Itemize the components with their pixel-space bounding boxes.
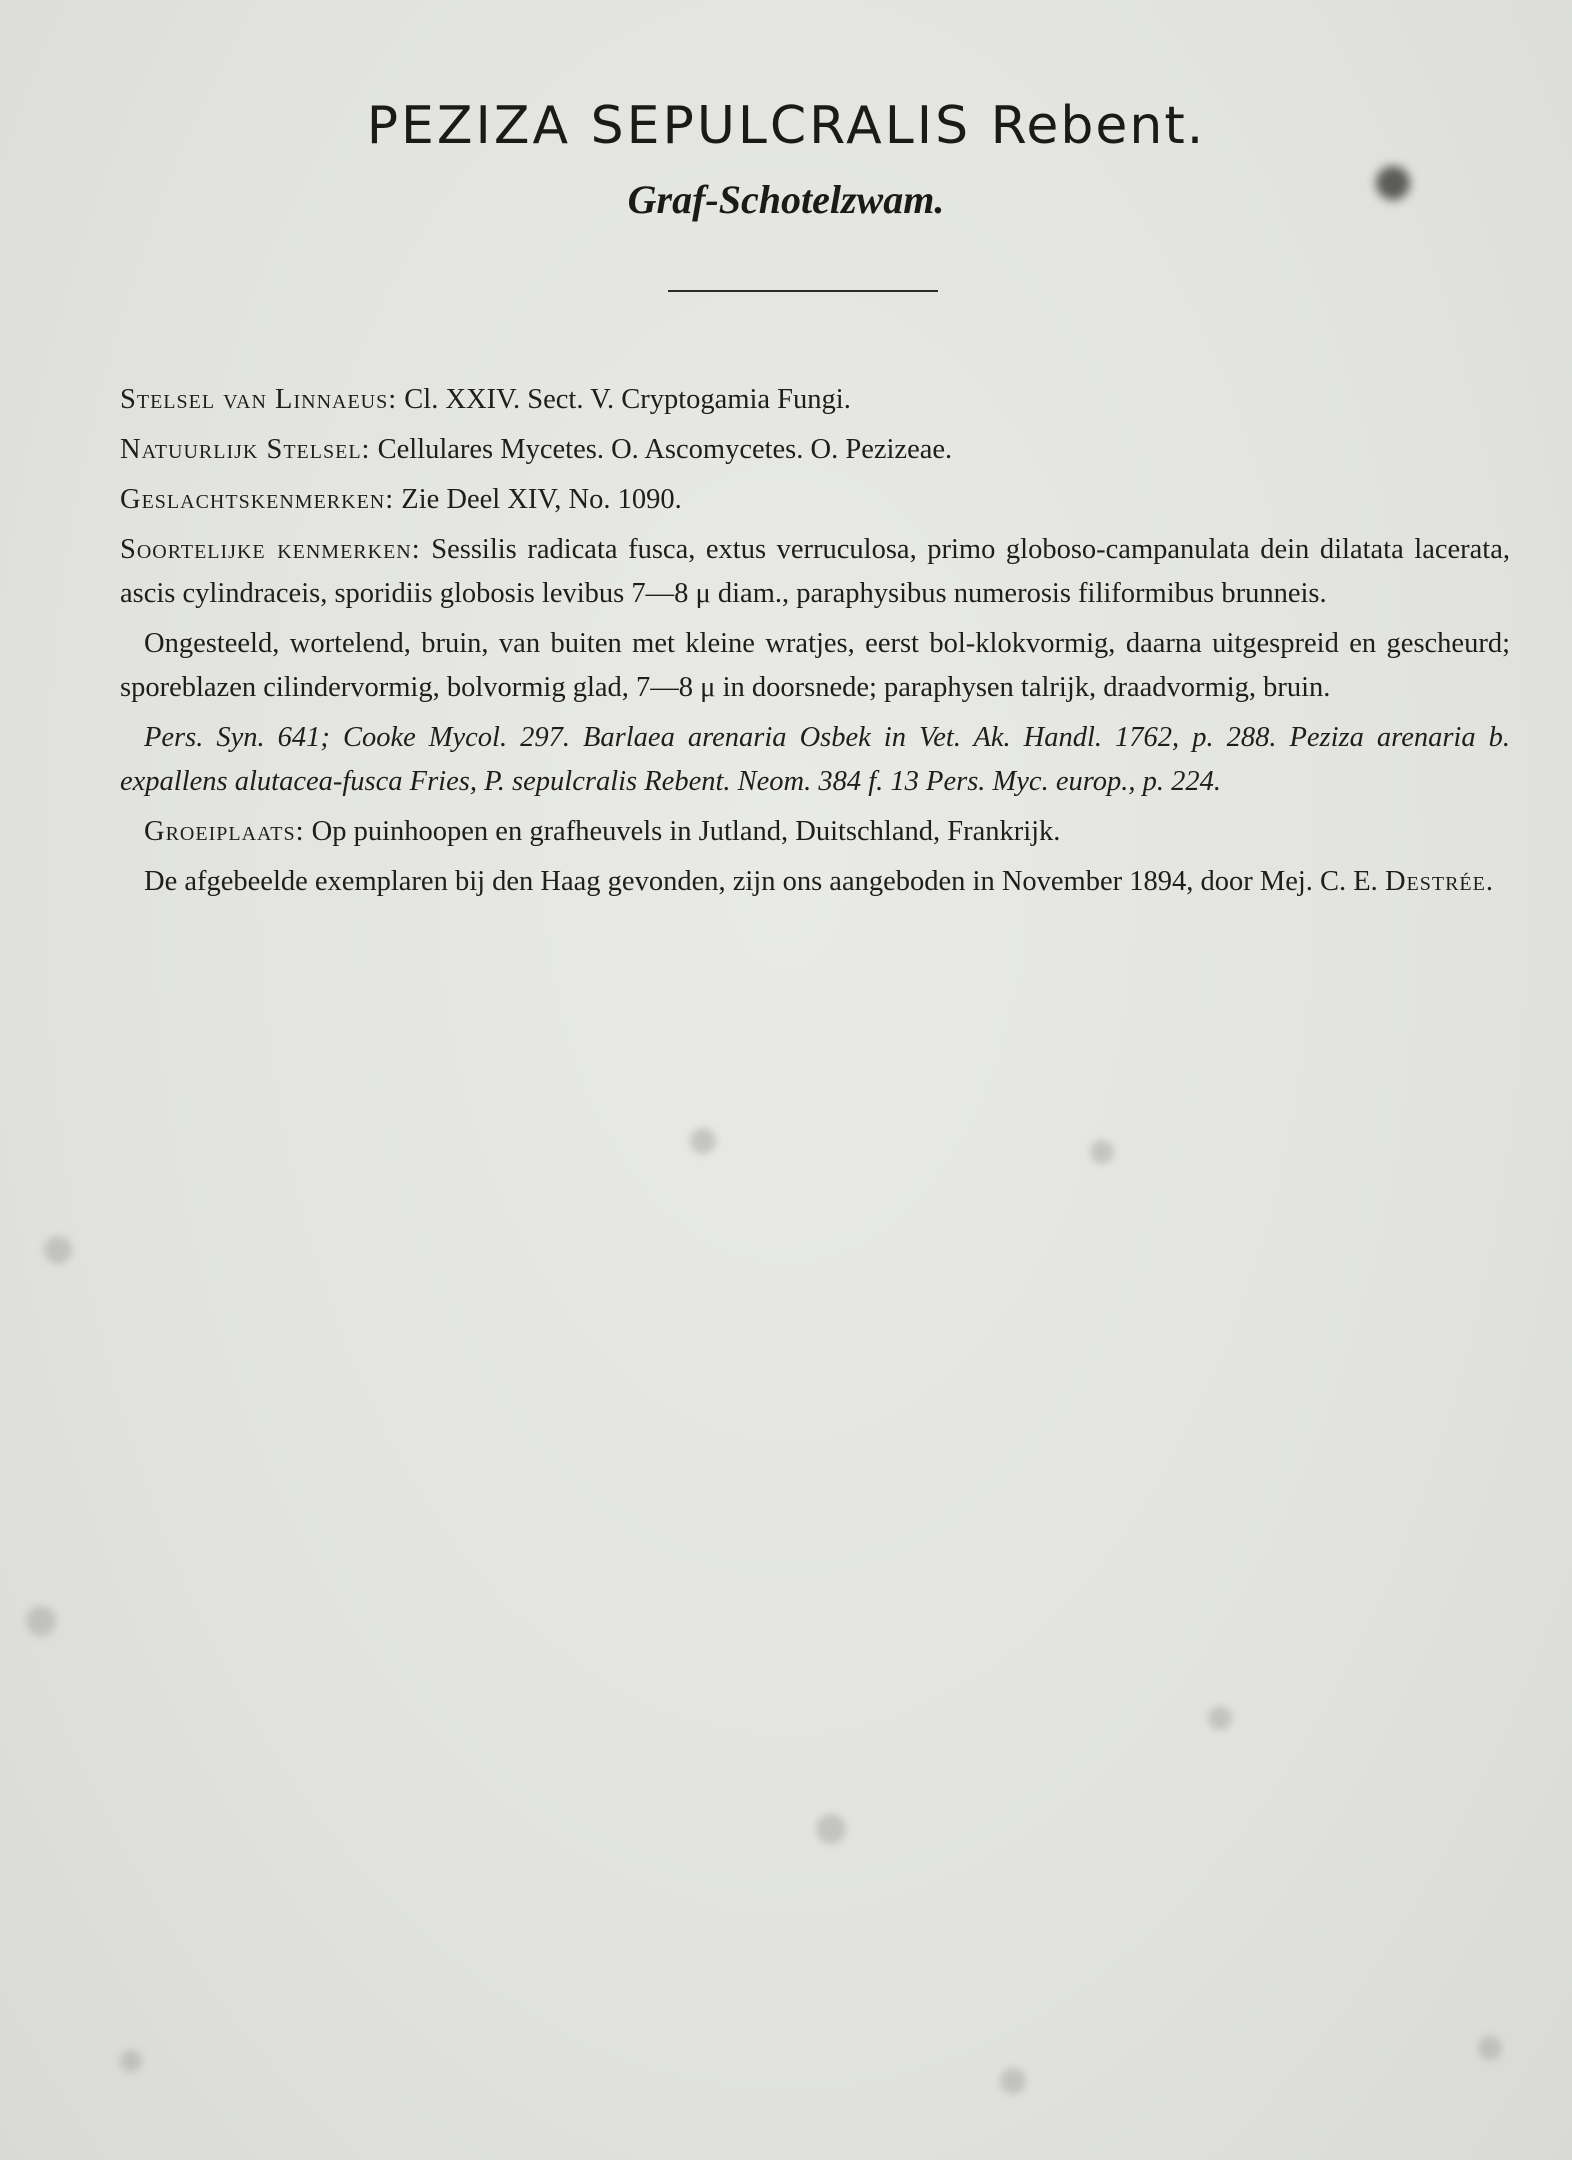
note-name: Destrée. bbox=[1384, 866, 1494, 897]
genus-entry bbox=[120, 478, 1510, 522]
species-entry bbox=[120, 528, 1510, 616]
paper-spot bbox=[1000, 2068, 1026, 2094]
paper-spot bbox=[1208, 1706, 1232, 1730]
habitat-text: Op puinhoopen en grafheuvels in Jutland, Duitschland, Frankrijk. bbox=[311, 816, 1061, 847]
title-divider bbox=[668, 290, 938, 292]
synonyms-paragraph: Pers. Syn. 641; Cooke Mycol. 297. Barlaea arenaria Osbek in Vet. Ak. Handl. 1762, p. 288. Peziza arenaria b. expallens alutacea-fusca Fries, P. sepulcralis Rebent. Neom. 384 f. 13 Pers. Myc. europ., p. 224. bbox=[120, 722, 1510, 797]
genus-label: Geslachtskenmerken: bbox=[120, 484, 395, 515]
paper-spot bbox=[816, 1814, 846, 1844]
note-text: De afgebeelde exemplaren bij den Haag gevonden, zijn ons aangeboden in November 1894, door Mej. C. E. bbox=[144, 866, 1378, 897]
habitat-entry bbox=[120, 810, 1510, 854]
natural-system-entry bbox=[120, 428, 1510, 472]
linnaeus-entry bbox=[120, 378, 1510, 422]
page-title bbox=[0, 96, 1572, 156]
linnaeus-label: Stelsel van Linnaeus: bbox=[120, 384, 398, 415]
species-text: Sessilis radicata fusca, extus verruculosa, primo globoso-campanulata dein dilatata lacerata, ascis cylindraceis, sporidiis globosis levibus 7—8 μ diam., paraphysibus numerosis filiformibus brunneis. bbox=[120, 534, 1511, 609]
natural-system-label: Natuurlijk Stelsel: bbox=[120, 434, 371, 465]
paper-spot bbox=[1090, 1140, 1114, 1164]
description-paragraph: Ongesteeld, wortelend, bruin, van buiten met kleine wratjes, eerst bol-klokvormig, daarna uitgespreid en gescheurd; sporeblazen cilindervormig, bolvormig glad, 7—8 μ in doorsnede; paraphysen talrijk, draadvormig, bruin. bbox=[120, 628, 1510, 703]
paper-spot bbox=[44, 1236, 72, 1264]
note-paragraph bbox=[120, 860, 1510, 904]
title-author: Rebent. bbox=[990, 96, 1206, 156]
paper-spot bbox=[1478, 2036, 1502, 2060]
paper-spot bbox=[120, 2050, 142, 2072]
linnaeus-text: Cl. XXIV. Sect. V. Cryptogamia Fungi. bbox=[404, 384, 851, 415]
genus-text: Zie Deel XIV, No. 1090. bbox=[401, 484, 682, 515]
paper-spot bbox=[26, 1606, 56, 1636]
habitat-label: Groeiplaats: bbox=[144, 816, 305, 847]
paper-spot bbox=[690, 1128, 716, 1154]
page-subtitle: Graf-Schotelzwam. bbox=[627, 177, 945, 222]
natural-system-text: Cellulares Mycetes. O. Ascomycetes. O. Pezizeae. bbox=[377, 434, 953, 465]
species-label: Soortelijke kenmerken: bbox=[120, 534, 421, 565]
document-body bbox=[120, 378, 1510, 910]
title-species: PEZIZA SEPULCRALIS bbox=[366, 96, 972, 156]
